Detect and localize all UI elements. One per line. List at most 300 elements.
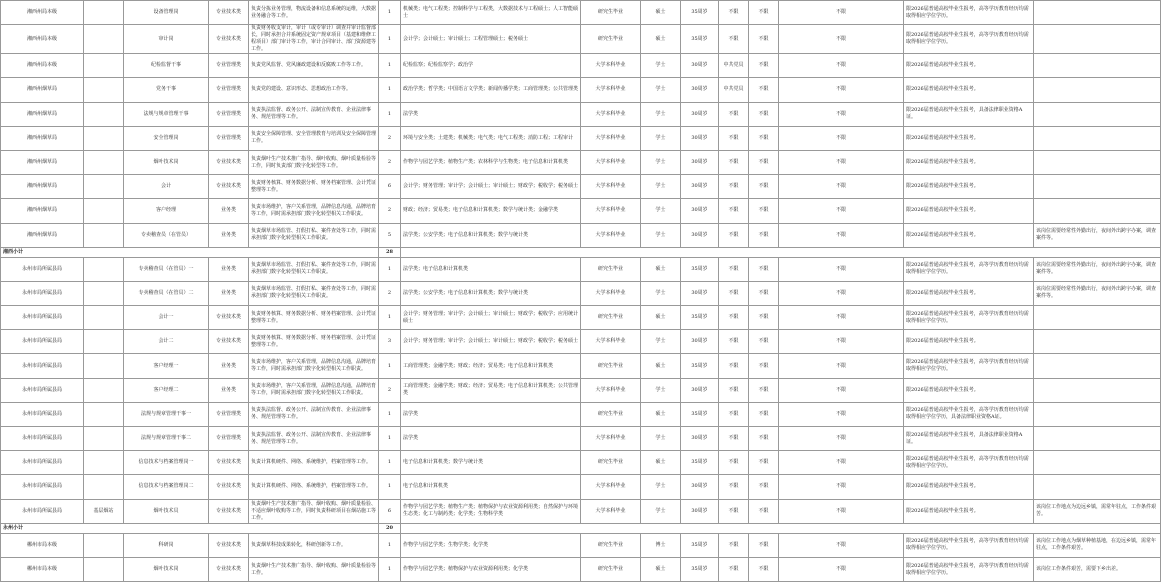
table-cell: 不限 — [749, 499, 779, 523]
table-cell: 电子信息和计算机类；数学与统计类 — [401, 451, 581, 475]
table-cell: 限2026届普通高校毕业生报考。 — [904, 475, 1034, 499]
table-cell: 湘西州烟草局 — [1, 126, 84, 150]
table-cell: 1 — [379, 54, 401, 78]
table-cell — [1034, 306, 1161, 330]
table-cell — [84, 257, 124, 281]
table-cell: 专卖稽查员（在管员）一 — [124, 257, 209, 281]
table-cell: 大学本科毕业 — [581, 175, 641, 199]
table-row — [1, 199, 1161, 223]
table-cell: 负责分拣业务管理，物流设备和信息系统的运维，大数据业务融合等工作。 — [249, 1, 379, 25]
table-cell: 法规与规章管理干事二 — [124, 427, 209, 451]
table-cell: 学士 — [641, 499, 681, 523]
table-cell: 限2026届普通高校毕业生报考，高等学历教育经历均需取得相应学位学历。 — [904, 1, 1034, 25]
table-cell: 不限 — [749, 223, 779, 247]
table-cell: 2 — [379, 281, 401, 305]
table-cell: 学士 — [641, 223, 681, 247]
table-cell: 专业技术类 — [209, 330, 249, 354]
table-cell: 30周岁 — [681, 475, 719, 499]
table-cell: 该岗位工作地点为边远乡镇，需常年驻点，工作条件艰苦。 — [1034, 499, 1161, 523]
subtotal-count: 20 — [379, 523, 401, 533]
table-cell: 研究生毕业 — [581, 306, 641, 330]
subtotal-label: 永州小计 — [1, 523, 379, 533]
table-cell: 专业技术类 — [209, 533, 249, 557]
table-cell: 会计学；财务管理；审计学；会计硕士；审计硕士；财政学；税收学；税务硕士 — [401, 330, 581, 354]
table-row — [1, 281, 1161, 305]
table-cell: 2 — [379, 378, 401, 402]
table-cell — [1034, 126, 1161, 150]
table-cell: 不限 — [719, 499, 749, 523]
table-cell: 负责市场维护，客户关系管理，品牌信息沟通，品牌培育等工作，同时需承担部门数字化转型相关工作职责。 — [249, 354, 379, 378]
table-cell: 1 — [379, 354, 401, 378]
table-cell — [84, 533, 124, 557]
table-cell: 大学本科毕业 — [581, 223, 641, 247]
table-cell: 限2026届普通高校毕业生报考。 — [904, 54, 1034, 78]
table-cell: 负责财务收支审计，审计（或专审计）调查并审计监督部长，同时承担合并系统固定资产规章项目（基建和维修工程项目）部门审计等工作，审计合同审计、部门资源建等工作。 — [249, 25, 379, 54]
table-cell: 不限 — [719, 281, 749, 305]
table-cell — [84, 150, 124, 174]
table-cell: 负责市场维护，客户关系管理，品牌信息沟通，品牌培育等工作，同时需承担部门数字化转型相关工作职责。 — [249, 199, 379, 223]
table-cell: 不限 — [779, 533, 904, 557]
table-cell — [1034, 199, 1161, 223]
table-row — [1, 78, 1161, 102]
table-cell: 限2026届普通高校毕业生报考。 — [904, 126, 1034, 150]
table-cell: 限2026届普通高校毕业生报考，高等学历教育经历均需取得相应学位学历。 — [904, 557, 1034, 581]
table-cell: 1 — [379, 533, 401, 557]
table-cell: 不限 — [779, 499, 904, 523]
table-cell: 30周岁 — [681, 378, 719, 402]
table-cell: 中共党员 — [719, 78, 749, 102]
table-cell: 纪检监察；纪检监察学；政治学 — [401, 54, 581, 78]
table-cell: 学士 — [641, 175, 681, 199]
table-cell: 限2026届普通高校毕业生报考。 — [904, 378, 1034, 402]
table-cell: 业务类 — [209, 199, 249, 223]
table-cell: 专业技术类 — [209, 150, 249, 174]
table-cell: 研究生毕业 — [581, 354, 641, 378]
table-cell: 大学本科毕业 — [581, 281, 641, 305]
table-cell: 会计二 — [124, 330, 209, 354]
table-cell: 业务类 — [209, 223, 249, 247]
table-cell: 专卖稽查员（在管员）二 — [124, 281, 209, 305]
table-cell: 不限 — [719, 102, 749, 126]
table-cell — [1034, 427, 1161, 451]
table-cell: 业务类 — [209, 354, 249, 378]
table-row — [1, 257, 1161, 281]
table-cell: 30周岁 — [681, 330, 719, 354]
table-cell: 湘西州烟草局 — [1, 199, 84, 223]
table-cell: 35周岁 — [681, 533, 719, 557]
table-cell: 湘西州局本级 — [1, 54, 84, 78]
table-cell: 限2026届普通高校毕业生报考，高等学历教育经历均需取得相应学位学历。 — [904, 25, 1034, 54]
table-cell: 30周岁 — [681, 199, 719, 223]
table-cell: 审计岗 — [124, 25, 209, 54]
table-cell: 专业技术类 — [209, 557, 249, 581]
table-cell: 永州市局所属县局 — [1, 306, 84, 330]
table-cell — [1034, 475, 1161, 499]
table-cell: 1 — [379, 257, 401, 281]
table-cell: 不限 — [749, 54, 779, 78]
table-cell — [84, 281, 124, 305]
table-cell: 负责党风监督、党风廉政建设和反腐败工作等工作。 — [249, 54, 379, 78]
table-body — [1, 1, 1161, 582]
table-cell: 不限 — [749, 257, 779, 281]
table-cell: 不限 — [779, 257, 904, 281]
table-cell: 烟叶技术岗 — [124, 150, 209, 174]
table-cell: 永州市局所属县局 — [1, 354, 84, 378]
table-cell: 硕士 — [641, 257, 681, 281]
table-cell: 机械类；电气工程类；控制科学与工程类，大数据技术与工程硕士；人工智能硕士 — [401, 1, 581, 25]
table-cell — [1034, 78, 1161, 102]
table-cell: 专业管理类 — [209, 78, 249, 102]
table-cell: 该岗位需要经常性外勤出行，夜间外出跨宇办案，调查案件等。 — [1034, 257, 1161, 281]
table-cell: 不限 — [779, 306, 904, 330]
table-cell: 6 — [379, 499, 401, 523]
subtotal-row — [1, 523, 1161, 533]
table-cell: 烟叶技术岗 — [124, 557, 209, 581]
table-cell: 不限 — [749, 150, 779, 174]
table-cell: 5 — [379, 223, 401, 247]
table-cell: 郴州市局本级 — [1, 557, 84, 581]
table-cell — [1034, 378, 1161, 402]
table-cell: 不限 — [779, 1, 904, 25]
table-cell: 限2026届普通高校毕业生报考，高等学历教育经历均需取得相应学位学历。 — [904, 354, 1034, 378]
table-cell — [1034, 330, 1161, 354]
table-cell: 限2026届普通高校毕业生报考。 — [904, 150, 1034, 174]
table-cell: 学士 — [641, 330, 681, 354]
table-cell — [1034, 451, 1161, 475]
table-cell: 法学类 — [401, 402, 581, 426]
table-cell: 限2026届普通高校毕业生报考。 — [904, 499, 1034, 523]
table-cell: 信息技术与档案管理岗一 — [124, 451, 209, 475]
table-cell: 湘西州烟草局 — [1, 150, 84, 174]
table-cell: 不限 — [719, 150, 749, 174]
table-cell: 硕士 — [641, 557, 681, 581]
table-cell: 不限 — [749, 330, 779, 354]
table-row — [1, 54, 1161, 78]
table-cell: 研究生毕业 — [581, 257, 641, 281]
table-cell: 大学本科毕业 — [581, 199, 641, 223]
table-cell: 不限 — [779, 354, 904, 378]
table-cell: 中共党员 — [719, 54, 749, 78]
table-cell: 该岗位工作条件艰苦，需要下乡出差。 — [1034, 557, 1161, 581]
table-cell: 永州市局所属县局 — [1, 427, 84, 451]
table-cell: 不限 — [719, 378, 749, 402]
table-cell — [84, 557, 124, 581]
table-cell: 负责执法监督、政务公开、法制宣传教育、企业法律事务、规范管理等工作。 — [249, 102, 379, 126]
table-cell: 大学本科毕业 — [581, 78, 641, 102]
table-cell: 限2026届普通高校毕业生报考。 — [904, 281, 1034, 305]
table-cell: 2 — [379, 150, 401, 174]
table-cell: 35周岁 — [681, 257, 719, 281]
table-cell: 限2026届普通高校毕业生报考。 — [904, 223, 1034, 247]
table-cell: 法规与规章管理干事一 — [124, 402, 209, 426]
table-cell: 6 — [379, 175, 401, 199]
table-cell: 作物学与园艺学类；植物生产类；植物保护与农业资源利用类；自然保护与环境生态类；化工与制药类；化学类；生物科学类 — [401, 499, 581, 523]
table-cell: 永州市局所属县局 — [1, 281, 84, 305]
table-cell: 不限 — [779, 54, 904, 78]
table-cell: 不限 — [749, 126, 779, 150]
table-cell: 永州市局所属县局 — [1, 257, 84, 281]
table-cell — [84, 475, 124, 499]
table-cell: 30周岁 — [681, 175, 719, 199]
table-cell: 不限 — [719, 533, 749, 557]
table-cell: 不限 — [779, 102, 904, 126]
table-cell: 学士 — [641, 427, 681, 451]
table-cell: 大学本科毕业 — [581, 126, 641, 150]
table-cell — [1034, 54, 1161, 78]
table-cell: 不限 — [779, 78, 904, 102]
table-cell: 不限 — [719, 557, 749, 581]
table-cell: 35周岁 — [681, 402, 719, 426]
table-cell: 30周岁 — [681, 78, 719, 102]
table-cell: 研究生毕业 — [581, 533, 641, 557]
table-cell: 专业技术类 — [209, 175, 249, 199]
table-cell: 负责财务核算、财务数据分析、财务档案管理、会计凭证整理等工作。 — [249, 306, 379, 330]
table-cell: 不限 — [719, 354, 749, 378]
table-cell: 不限 — [749, 427, 779, 451]
table-cell: 3 — [379, 330, 401, 354]
table-cell: 负责烟草市场监管、打假打私、案件查处等工作，同时需承担部门数字化转型相关工作职责。 — [249, 257, 379, 281]
table-cell — [84, 102, 124, 126]
table-cell — [84, 223, 124, 247]
table-row — [1, 427, 1161, 451]
table-cell: 业务类 — [209, 257, 249, 281]
table-cell: 郴州市局本级 — [1, 533, 84, 557]
table-cell: 负责烟草市场监管、打假打私、案件查处等工作，同时需承担部门数字化转型相关工作职责。 — [249, 281, 379, 305]
table-row — [1, 557, 1161, 581]
table-cell — [84, 1, 124, 25]
table-cell: 湘西州局本级 — [1, 1, 84, 25]
table-cell: 客户经理一 — [124, 354, 209, 378]
table-cell: 大学本科毕业 — [581, 427, 641, 451]
table-cell: 湘西州局本级 — [1, 25, 84, 54]
subtotal-count: 28 — [379, 247, 401, 257]
table-cell: 作物学与园艺学类；植物生产类；农林科学与生物类；电子信息和计算机类 — [401, 150, 581, 174]
table-cell: 35周岁 — [681, 557, 719, 581]
table-cell: 法学类；电子信息和计算机类 — [401, 257, 581, 281]
table-cell: 不限 — [749, 281, 779, 305]
table-cell: 专业技术类 — [209, 25, 249, 54]
table-cell: 不限 — [779, 223, 904, 247]
table-cell: 学士 — [641, 150, 681, 174]
table-cell: 大学本科毕业 — [581, 475, 641, 499]
table-cell: 法规与规章管理干事 — [124, 102, 209, 126]
table-cell: 环境与安全类；土建类；机械类；电气类；电气工程类；消防工程；工程审计 — [401, 126, 581, 150]
table-cell: 学士 — [641, 102, 681, 126]
table-cell — [84, 354, 124, 378]
table-cell: 不限 — [719, 1, 749, 25]
table-cell: 会计 — [124, 175, 209, 199]
table-cell: 研究生毕业 — [581, 451, 641, 475]
table-cell: 不限 — [719, 451, 749, 475]
table-cell — [84, 451, 124, 475]
table-cell: 限2026届普通高校毕业生报考，高等学历教育经历均需取得相应学位学历。 — [904, 533, 1034, 557]
table-cell: 学士 — [641, 126, 681, 150]
table-cell — [1034, 150, 1161, 174]
table-cell — [84, 25, 124, 54]
table-row — [1, 402, 1161, 426]
table-row — [1, 306, 1161, 330]
table-cell: 不限 — [779, 427, 904, 451]
table-cell: 限2026届普通高校毕业生报考。 — [904, 199, 1034, 223]
table-cell: 负责财务核算、财务数据分析、财务档案管理、会计凭证整理等工作。 — [249, 175, 379, 199]
table-cell: 1 — [379, 102, 401, 126]
table-cell: 永州市局所属县局 — [1, 402, 84, 426]
table-cell: 永州市局所属县局 — [1, 378, 84, 402]
table-cell: 法学类 — [401, 427, 581, 451]
table-cell: 工商管理类；金融学类；财政；经济；贸易类；电子信息和计算机类；公共管理类 — [401, 378, 581, 402]
table-cell: 安全管理岗 — [124, 126, 209, 150]
table-cell: 不限 — [779, 378, 904, 402]
table-cell: 学士 — [641, 378, 681, 402]
table-cell: 不限 — [749, 402, 779, 426]
table-cell: 学士 — [641, 199, 681, 223]
table-cell: 30周岁 — [681, 281, 719, 305]
table-cell: 限2026届普通高校毕业生报考。 — [904, 330, 1034, 354]
table-cell — [84, 199, 124, 223]
table-cell: 研究生毕业 — [581, 1, 641, 25]
table-cell: 政治学类；哲学类；中国语言文学类；新闻传播学类；工商管理类；公共管理类 — [401, 78, 581, 102]
table-cell: 限2026届普通高校毕业生报考，高等学历教育经历均需取得相应学位学历，具备法律职业资格A证。 — [904, 402, 1034, 426]
table-cell: 负责市场维护，客户关系管理，品牌信息沟通，品牌培育等工作，同时需承担部门数字化转型相关工作职责。 — [249, 378, 379, 402]
table-cell: 电子信息和计算机类 — [401, 475, 581, 499]
table-cell: 作物学与园艺学类；生物学类；化学类 — [401, 533, 581, 557]
table-cell: 负责党的建设、意识形态、思想政治工作等。 — [249, 78, 379, 102]
table-cell: 不限 — [749, 354, 779, 378]
table-row — [1, 475, 1161, 499]
table-cell: 湘西州烟草局 — [1, 102, 84, 126]
table-cell: 不限 — [779, 330, 904, 354]
table-cell: 不限 — [719, 306, 749, 330]
table-row — [1, 126, 1161, 150]
table-cell: 限2026届普通高校毕业生报考，高等学历教育经历均需取得相应学位学历。 — [904, 451, 1034, 475]
table-cell: 专卖稽查员（在管员） — [124, 223, 209, 247]
table-cell: 不限 — [719, 330, 749, 354]
table-cell: 湘西州烟草局 — [1, 78, 84, 102]
table-cell: 湘西州烟草局 — [1, 175, 84, 199]
table-cell: 研究生毕业 — [581, 25, 641, 54]
table-cell: 研究生毕业 — [581, 402, 641, 426]
table-cell: 30周岁 — [681, 150, 719, 174]
table-cell: 学士 — [641, 54, 681, 78]
table-cell: 1 — [379, 25, 401, 54]
table-cell — [84, 175, 124, 199]
table-cell: 限2026届普通高校毕业生报考，高等学历教育经历均需取得相应学位学历。 — [904, 257, 1034, 281]
table-cell: 大学本科毕业 — [581, 102, 641, 126]
table-cell: 不限 — [719, 427, 749, 451]
table-cell: 学士 — [641, 475, 681, 499]
table-cell: 烟叶技术员 — [124, 499, 209, 523]
subtotal-filler — [401, 523, 1161, 533]
table-cell — [1034, 25, 1161, 54]
table-cell: 法学类；公安学类；电子信息和计算机类；数学与统计类 — [401, 223, 581, 247]
table-cell: 30周岁 — [681, 499, 719, 523]
table-row — [1, 533, 1161, 557]
table-cell: 专业技术类 — [209, 475, 249, 499]
table-cell — [1034, 1, 1161, 25]
subtotal-filler — [401, 247, 1161, 257]
table-row — [1, 150, 1161, 174]
table-cell: 专业管理类 — [209, 427, 249, 451]
table-cell: 不限 — [779, 475, 904, 499]
table-cell: 博士 — [641, 533, 681, 557]
table-cell: 不限 — [749, 25, 779, 54]
table-cell: 硕士 — [641, 25, 681, 54]
table-cell: 不限 — [719, 175, 749, 199]
table-cell: 负责安全保障管理、安全管理教育与培训及安全保障管理工作。 — [249, 126, 379, 150]
table-cell: 35周岁 — [681, 451, 719, 475]
table-cell: 专业管理类 — [209, 102, 249, 126]
table-cell: 不限 — [749, 557, 779, 581]
table-cell: 不限 — [779, 557, 904, 581]
table-cell: 作物学与园艺学类；植物保护与农业资源利用类；化学类 — [401, 557, 581, 581]
table-cell: 负责烟草科技成果转化，科研创新等工作。 — [249, 533, 379, 557]
table-cell: 负责烟叶生产技术推广指导、烟叶收购、烟叶质量检验等工作。 — [249, 557, 379, 581]
table-cell: 不限 — [719, 199, 749, 223]
table-row — [1, 330, 1161, 354]
table-cell: 学士 — [641, 281, 681, 305]
table-cell: 大学本科毕业 — [581, 330, 641, 354]
table-cell: 不限 — [779, 451, 904, 475]
table-cell: 35周岁 — [681, 306, 719, 330]
table-cell: 负责烟叶生产技术推广指导、烟叶收购、烟叶质量检验、不适应烟叶收购等工作，同时负责科研项目在烟站施工等工作。 — [249, 499, 379, 523]
table-cell: 硕士 — [641, 306, 681, 330]
table-cell: 法学类 — [401, 102, 581, 126]
table-cell: 限2026届普通高校毕业生报考，具备法律职业资格A证。 — [904, 427, 1034, 451]
subtotal-row — [1, 247, 1161, 257]
table-cell: 客户经理 — [124, 199, 209, 223]
table-cell: 会计学；财务管理；审计学；会计硕士；审计硕士；财政学；税收学；应用统计硕士 — [401, 306, 581, 330]
table-cell: 1 — [379, 475, 401, 499]
table-cell: 不限 — [779, 175, 904, 199]
table-cell: 信息技术与档案管理岗二 — [124, 475, 209, 499]
table-cell: 不限 — [749, 175, 779, 199]
table-cell: 1 — [379, 78, 401, 102]
table-cell: 30周岁 — [681, 223, 719, 247]
table-cell — [84, 78, 124, 102]
table-cell: 研究生毕业 — [581, 557, 641, 581]
table-cell: 限2026届普通高校毕业生报考。 — [904, 175, 1034, 199]
table-row — [1, 25, 1161, 54]
table-cell — [84, 306, 124, 330]
table-cell: 30周岁 — [681, 102, 719, 126]
table-cell: 负责烟叶生产技术推广指导、烟叶收购、烟叶质量检验等工作，同时负责部门数字化转型等工作。 — [249, 150, 379, 174]
table-cell: 30周岁 — [681, 126, 719, 150]
table-cell: 2 — [379, 126, 401, 150]
table-cell: 不限 — [749, 199, 779, 223]
table-row — [1, 223, 1161, 247]
table-cell: 会计一 — [124, 306, 209, 330]
table-cell: 限2026届普通高校毕业生报考，具备法律职业资格A证。 — [904, 102, 1034, 126]
table-cell: 2 — [379, 199, 401, 223]
table-cell: 法学类；公安学类；电子信息和计算机类；数学与统计类 — [401, 281, 581, 305]
table-cell: 35周岁 — [681, 25, 719, 54]
table-cell: 负责执法监督、政务公开、法制宣传教育、企业法律事务、规范管理等工作。 — [249, 427, 379, 451]
table-cell: 专业技术类 — [209, 1, 249, 25]
table-cell: 大学本科毕业 — [581, 150, 641, 174]
table-cell: 1 — [379, 557, 401, 581]
table-cell: 不限 — [749, 1, 779, 25]
table-cell: 硕士 — [641, 451, 681, 475]
table-cell: 不限 — [779, 150, 904, 174]
table-cell: 负责财务核算、财务数据分析、财务档案管理、会计凭证整理等工作。 — [249, 330, 379, 354]
table-row — [1, 499, 1161, 523]
table-cell: 设备管理岗 — [124, 1, 209, 25]
table-cell: 1 — [379, 451, 401, 475]
table-cell: 30周岁 — [681, 427, 719, 451]
table-cell: 该岗位需要经常性外勤出行，夜间外出跨宇办案，调查案件等。 — [1034, 223, 1161, 247]
table-cell: 不限 — [749, 102, 779, 126]
subtotal-label: 湘西小计 — [1, 247, 379, 257]
